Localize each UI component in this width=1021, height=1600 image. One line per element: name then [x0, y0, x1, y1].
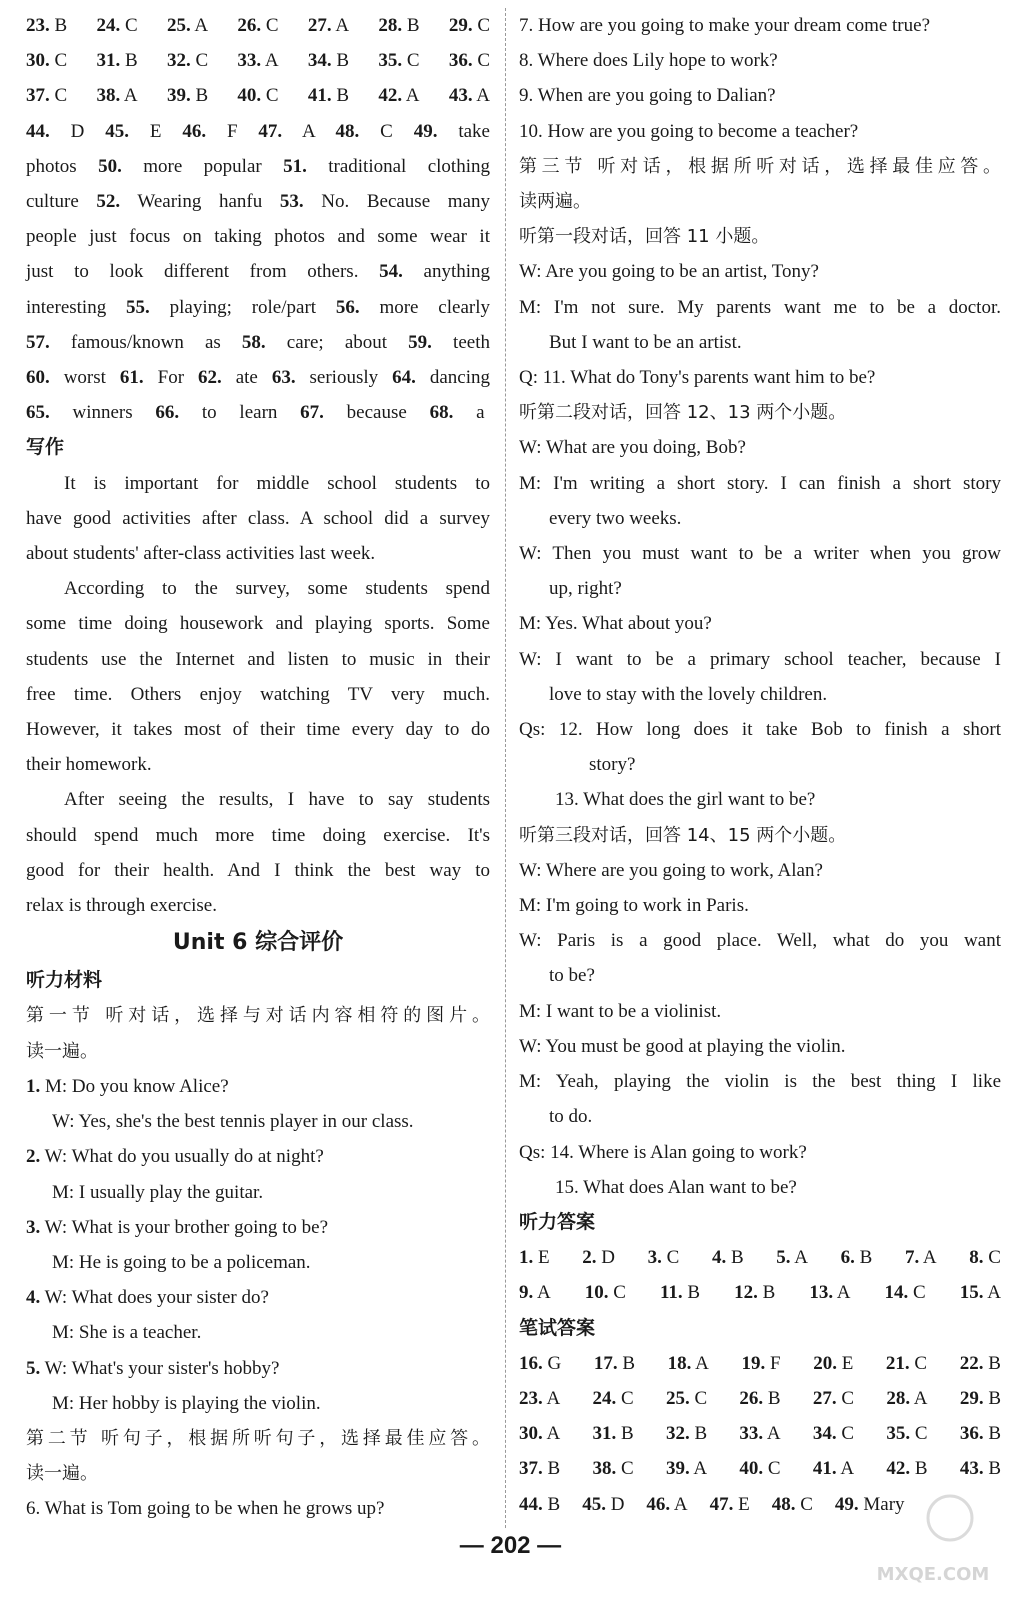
- answer-item: 20. E: [813, 1352, 854, 1374]
- answer-item: 41. B: [307, 85, 350, 107]
- answer-row: [519, 1240, 1001, 1275]
- writing-heading: 写作: [26, 436, 65, 459]
- section1-dialogues: [26, 1069, 490, 1421]
- answer-item: 33. A: [739, 1423, 781, 1445]
- answer-item: 16. G: [519, 1352, 562, 1374]
- watermark-text: MXQE.COM: [876, 1564, 990, 1585]
- essay-line: their homework.: [26, 754, 152, 776]
- answer-item: 39. B: [166, 85, 209, 107]
- answer-item: 17. B: [593, 1352, 636, 1374]
- left-answer-grid: [26, 8, 490, 114]
- dialogue-question: 5. W: What's your sister's hobby?: [26, 1357, 280, 1379]
- dialogue-question: 1. M: Do you know Alice?: [26, 1075, 229, 1097]
- answer-row: [519, 1381, 1001, 1416]
- essay-line: students use the Internet and listen to music in their: [26, 648, 490, 670]
- dialogue-answer: M: She is a teacher.: [52, 1322, 202, 1344]
- answer-row: [519, 1275, 1001, 1310]
- dialog-line: M: I'm not sure. My parents want me to be a doctor.: [519, 296, 1001, 318]
- essay-line: about students' after-class activities last week.: [26, 543, 376, 565]
- dialog-line: W: Where are you going to work, Alan?: [519, 859, 823, 881]
- answer-item: 34. B: [307, 50, 350, 72]
- answer-item: 22. B: [959, 1352, 1001, 1374]
- answer-row: [519, 1451, 1001, 1486]
- answer-item: 7. A: [904, 1247, 937, 1269]
- dialog-line: love to stay with the lovely children.: [549, 683, 828, 705]
- dialogue-question: 2. W: What do you usually do at night?: [26, 1146, 324, 1168]
- answer-item: 38. A: [96, 85, 138, 107]
- answer-item: 27. C: [812, 1387, 855, 1409]
- answer-line: people just focus on taking photos and some wear it: [26, 226, 490, 248]
- answer-line: photos 50. more popular 51. traditional clothing: [26, 155, 490, 177]
- answer-item: 47. E: [709, 1493, 750, 1515]
- answer-row: [519, 1346, 1001, 1381]
- answer-item: 9. A: [519, 1282, 551, 1304]
- left-answer-lines: [26, 114, 490, 431]
- dialogue-question: 3. W: What is your brother going to be?: [26, 1216, 329, 1238]
- essay-line: It is important for middle school students to: [64, 472, 490, 494]
- answer-item: 44. B: [519, 1493, 561, 1515]
- unit-title: Unit 6 综合评价: [172, 930, 344, 956]
- answer-row: [26, 8, 490, 43]
- section1-title-cont: 读一遍。: [26, 1040, 98, 1062]
- answer-item: 23. A: [519, 1387, 561, 1409]
- dialog-line: M: Yeah, playing the violin is the best thing I like: [519, 1071, 1001, 1093]
- answer-item: 11. B: [659, 1282, 701, 1304]
- answer-item: 26. C: [237, 15, 279, 36]
- section1-title: 第一节 听对话，选择与对话内容相符的图片。: [26, 1005, 490, 1027]
- answer-item: 31. B: [592, 1423, 634, 1445]
- dialog-line: up, right?: [549, 578, 622, 600]
- dialog-question: Q: 11. What do Tony's parents want him to be?: [519, 367, 876, 389]
- answer-item: 36. B: [959, 1423, 1001, 1445]
- answer-item: 4. B: [711, 1247, 744, 1269]
- answer-item: 35. C: [378, 50, 420, 72]
- answer-item: 12. B: [734, 1282, 776, 1304]
- answer-line: 44. D 45. E 46. F 47. A 48. C 49. take: [26, 120, 490, 142]
- dialog-line: M: Yes. What about you?: [519, 613, 712, 635]
- dialog-line: But I want to be an artist.: [549, 331, 742, 353]
- answer-item: 48. C: [771, 1493, 813, 1515]
- answer-item: 46. A: [646, 1493, 688, 1515]
- answer-item: 45. D: [582, 1493, 625, 1515]
- answer-item: 32. C: [166, 50, 209, 72]
- answer-row: [26, 43, 490, 78]
- answer-item: 24. C: [96, 15, 138, 36]
- answer-item: 24. C: [592, 1387, 634, 1409]
- section2-item: 9. When are you going to Dalian?: [519, 85, 776, 107]
- essay-line: good for their health. And I think the best way to: [26, 859, 490, 881]
- answer-item: 37. C: [26, 85, 68, 107]
- dialog-line: M: I'm writing a short story. I can finish a short story: [519, 472, 1001, 494]
- section3-title-cont: 读两遍。: [519, 191, 591, 213]
- dialog-line: M: I'm going to work in Paris.: [519, 895, 749, 917]
- section2-title-cont: 读一遍。: [26, 1463, 98, 1485]
- dialog1-intro: 听第一段对话，回答 11 小题。: [519, 226, 770, 248]
- dialog-question-cont: story?: [589, 754, 636, 776]
- answer-item: 49. Mary: [834, 1493, 905, 1515]
- section2-item: 6. What is Tom going to be when he grows up?: [26, 1498, 385, 1520]
- answer-item: 19. F: [741, 1352, 781, 1374]
- answer-item: 30. A: [519, 1423, 561, 1445]
- dialog-line: to be?: [549, 965, 595, 987]
- essay-line: After seeing the results, I have to say students: [64, 789, 490, 811]
- answer-item: 2. D: [582, 1247, 615, 1269]
- answer-item: 40. C: [739, 1458, 781, 1480]
- answer-item: 14. C: [884, 1282, 926, 1304]
- answer-item: 34. C: [812, 1423, 855, 1445]
- answer-item: 8. C: [969, 1247, 1001, 1269]
- section2-item: 8. Where does Lily hope to work?: [519, 50, 778, 72]
- dialog-line: W: What are you doing, Bob?: [519, 437, 746, 459]
- essay-line: free time. Others enjoy watching TV very much.: [26, 683, 490, 705]
- essay-line: some time doing housework and playing sports. Some: [26, 613, 490, 635]
- dialog-line: W: You must be good at playing the violin.: [519, 1035, 846, 1057]
- answer-item: 30. C: [26, 50, 68, 72]
- dialog-question: 13. What does the girl want to be?: [555, 789, 816, 811]
- answer-item: 1. E: [519, 1247, 550, 1269]
- dialog-question: 15. What does Alan want to be?: [555, 1176, 797, 1198]
- dialog-line: W: I want to be a primary school teacher, because I: [519, 648, 1001, 670]
- answer-item: 29. B: [959, 1387, 1001, 1409]
- section3-title: 第三节 听对话，根据所听对话，选择最佳应答。: [519, 155, 1001, 177]
- answer-item: 42. B: [886, 1458, 928, 1480]
- answer-item: 13. A: [809, 1282, 851, 1304]
- essay-line: relax is through exercise.: [26, 895, 217, 917]
- left-column: [26, 8, 490, 1527]
- answer-row: [26, 78, 490, 113]
- answer-item: 41. A: [812, 1458, 855, 1480]
- answer-item: 37. B: [519, 1458, 561, 1480]
- writing-essay: [26, 466, 490, 924]
- dialog-question: Qs: 14. Where is Alan going to work?: [519, 1141, 807, 1163]
- dialog-line: W: Then you must want to be a writer when you grow: [519, 543, 1001, 565]
- answer-item: 25. C: [665, 1387, 708, 1409]
- answer-line: just to look different from others. 54. anything: [26, 261, 491, 283]
- answer-item: 36. C: [448, 50, 490, 72]
- listening-heading: 听力材料: [26, 969, 103, 992]
- essay-line: should spend much more time doing exercise. It's: [26, 824, 490, 846]
- answer-item: 38. C: [592, 1458, 634, 1480]
- answer-item: 5. A: [776, 1247, 808, 1269]
- answer-item: 40. C: [237, 85, 279, 107]
- section2-title: 第二节 听句子，根据所听句子，选择最佳应答。: [26, 1427, 490, 1449]
- answer-item: 3. C: [647, 1247, 680, 1269]
- page-number: — 202 —: [459, 1532, 562, 1559]
- answer-item: 39. A: [665, 1458, 708, 1480]
- answer-item: 33. A: [237, 50, 279, 72]
- essay-line: have good activities after class. A school did a survey: [26, 507, 490, 529]
- dialog2-intro: 听第二段对话，回答 12、13 两个小题。: [519, 402, 847, 424]
- section2-item: 10. How are you going to become a teacher?: [519, 120, 859, 142]
- answer-item: 28. B: [378, 15, 420, 36]
- answer-item: 28. A: [886, 1387, 928, 1409]
- dialog-line: every two weeks.: [549, 507, 682, 529]
- dialog-question: Qs: 12. How long does it take Bob to finish a short: [519, 719, 1001, 741]
- answer-item: 43. A: [448, 85, 490, 107]
- essay-line: According to the survey, some students spend: [64, 578, 490, 600]
- dialogue-answer: M: I usually play the guitar.: [52, 1181, 264, 1203]
- answer-line: 65. winners 66. to learn 67. because 68. a: [26, 402, 485, 424]
- column-divider: [505, 8, 506, 1528]
- answer-item: 23. B: [26, 15, 68, 36]
- answer-item: 25. A: [166, 15, 209, 36]
- dialog-line: M: I want to be a violinist.: [519, 1000, 722, 1022]
- answer-line: interesting 55. playing; role/part 56. more clearly: [26, 296, 490, 318]
- dialog-line: W: Paris is a good place. Well, what do you want: [519, 930, 1001, 952]
- answer-line: culture 52. Wearing hanfu 53. No. Because many: [26, 191, 490, 213]
- dialog-line: to do.: [549, 1106, 593, 1128]
- answer-item: 27. A: [307, 15, 350, 36]
- listening-answers-heading: 听力答案: [519, 1210, 596, 1233]
- answer-item: 32. B: [665, 1423, 708, 1445]
- answer-line: 60. worst 61. For 62. ate 63. seriously 64. dancing: [26, 367, 490, 389]
- answer-item: 31. B: [96, 50, 138, 72]
- answer-item: 35. C: [886, 1423, 928, 1445]
- dialogue-answer: M: Her hobby is playing the violin.: [52, 1392, 321, 1414]
- section2-item: 7. How are you going to make your dream come true?: [519, 15, 931, 36]
- answer-item: 10. C: [584, 1282, 626, 1304]
- listening-answer-grid: [519, 1240, 1001, 1310]
- answer-item: 21. C: [885, 1352, 928, 1374]
- dialog3-intro: 听第三段对话，回答 14、15 两个小题。: [519, 824, 847, 846]
- answer-line: 57. famous/known as 58. care; about 59. teeth: [26, 331, 490, 353]
- written-answers-heading: 笔试答案: [519, 1316, 596, 1339]
- essay-line: However, it takes most of their time every day to do: [26, 719, 490, 741]
- answer-item: 43. B: [959, 1458, 1001, 1480]
- answer-item: 18. A: [667, 1352, 709, 1374]
- answer-item: 29. C: [448, 15, 490, 36]
- answer-item: 6. B: [840, 1247, 873, 1269]
- dialog-line: W: Are you going to be an artist, Tony?: [519, 261, 819, 283]
- dialogue-answer: W: Yes, she's the best tennis player in our class.: [52, 1111, 414, 1133]
- dialogue-question: 4. W: What does your sister do?: [26, 1287, 269, 1309]
- right-column: [519, 8, 1001, 1522]
- answer-item: 15. A: [959, 1282, 1001, 1304]
- answer-row: [519, 1416, 1001, 1451]
- dialogue-answer: M: He is going to be a policeman.: [52, 1251, 311, 1273]
- answer-item: 42. A: [378, 85, 420, 107]
- answer-item: 26. B: [739, 1387, 781, 1409]
- watermark-logo: [858, 1488, 1008, 1588]
